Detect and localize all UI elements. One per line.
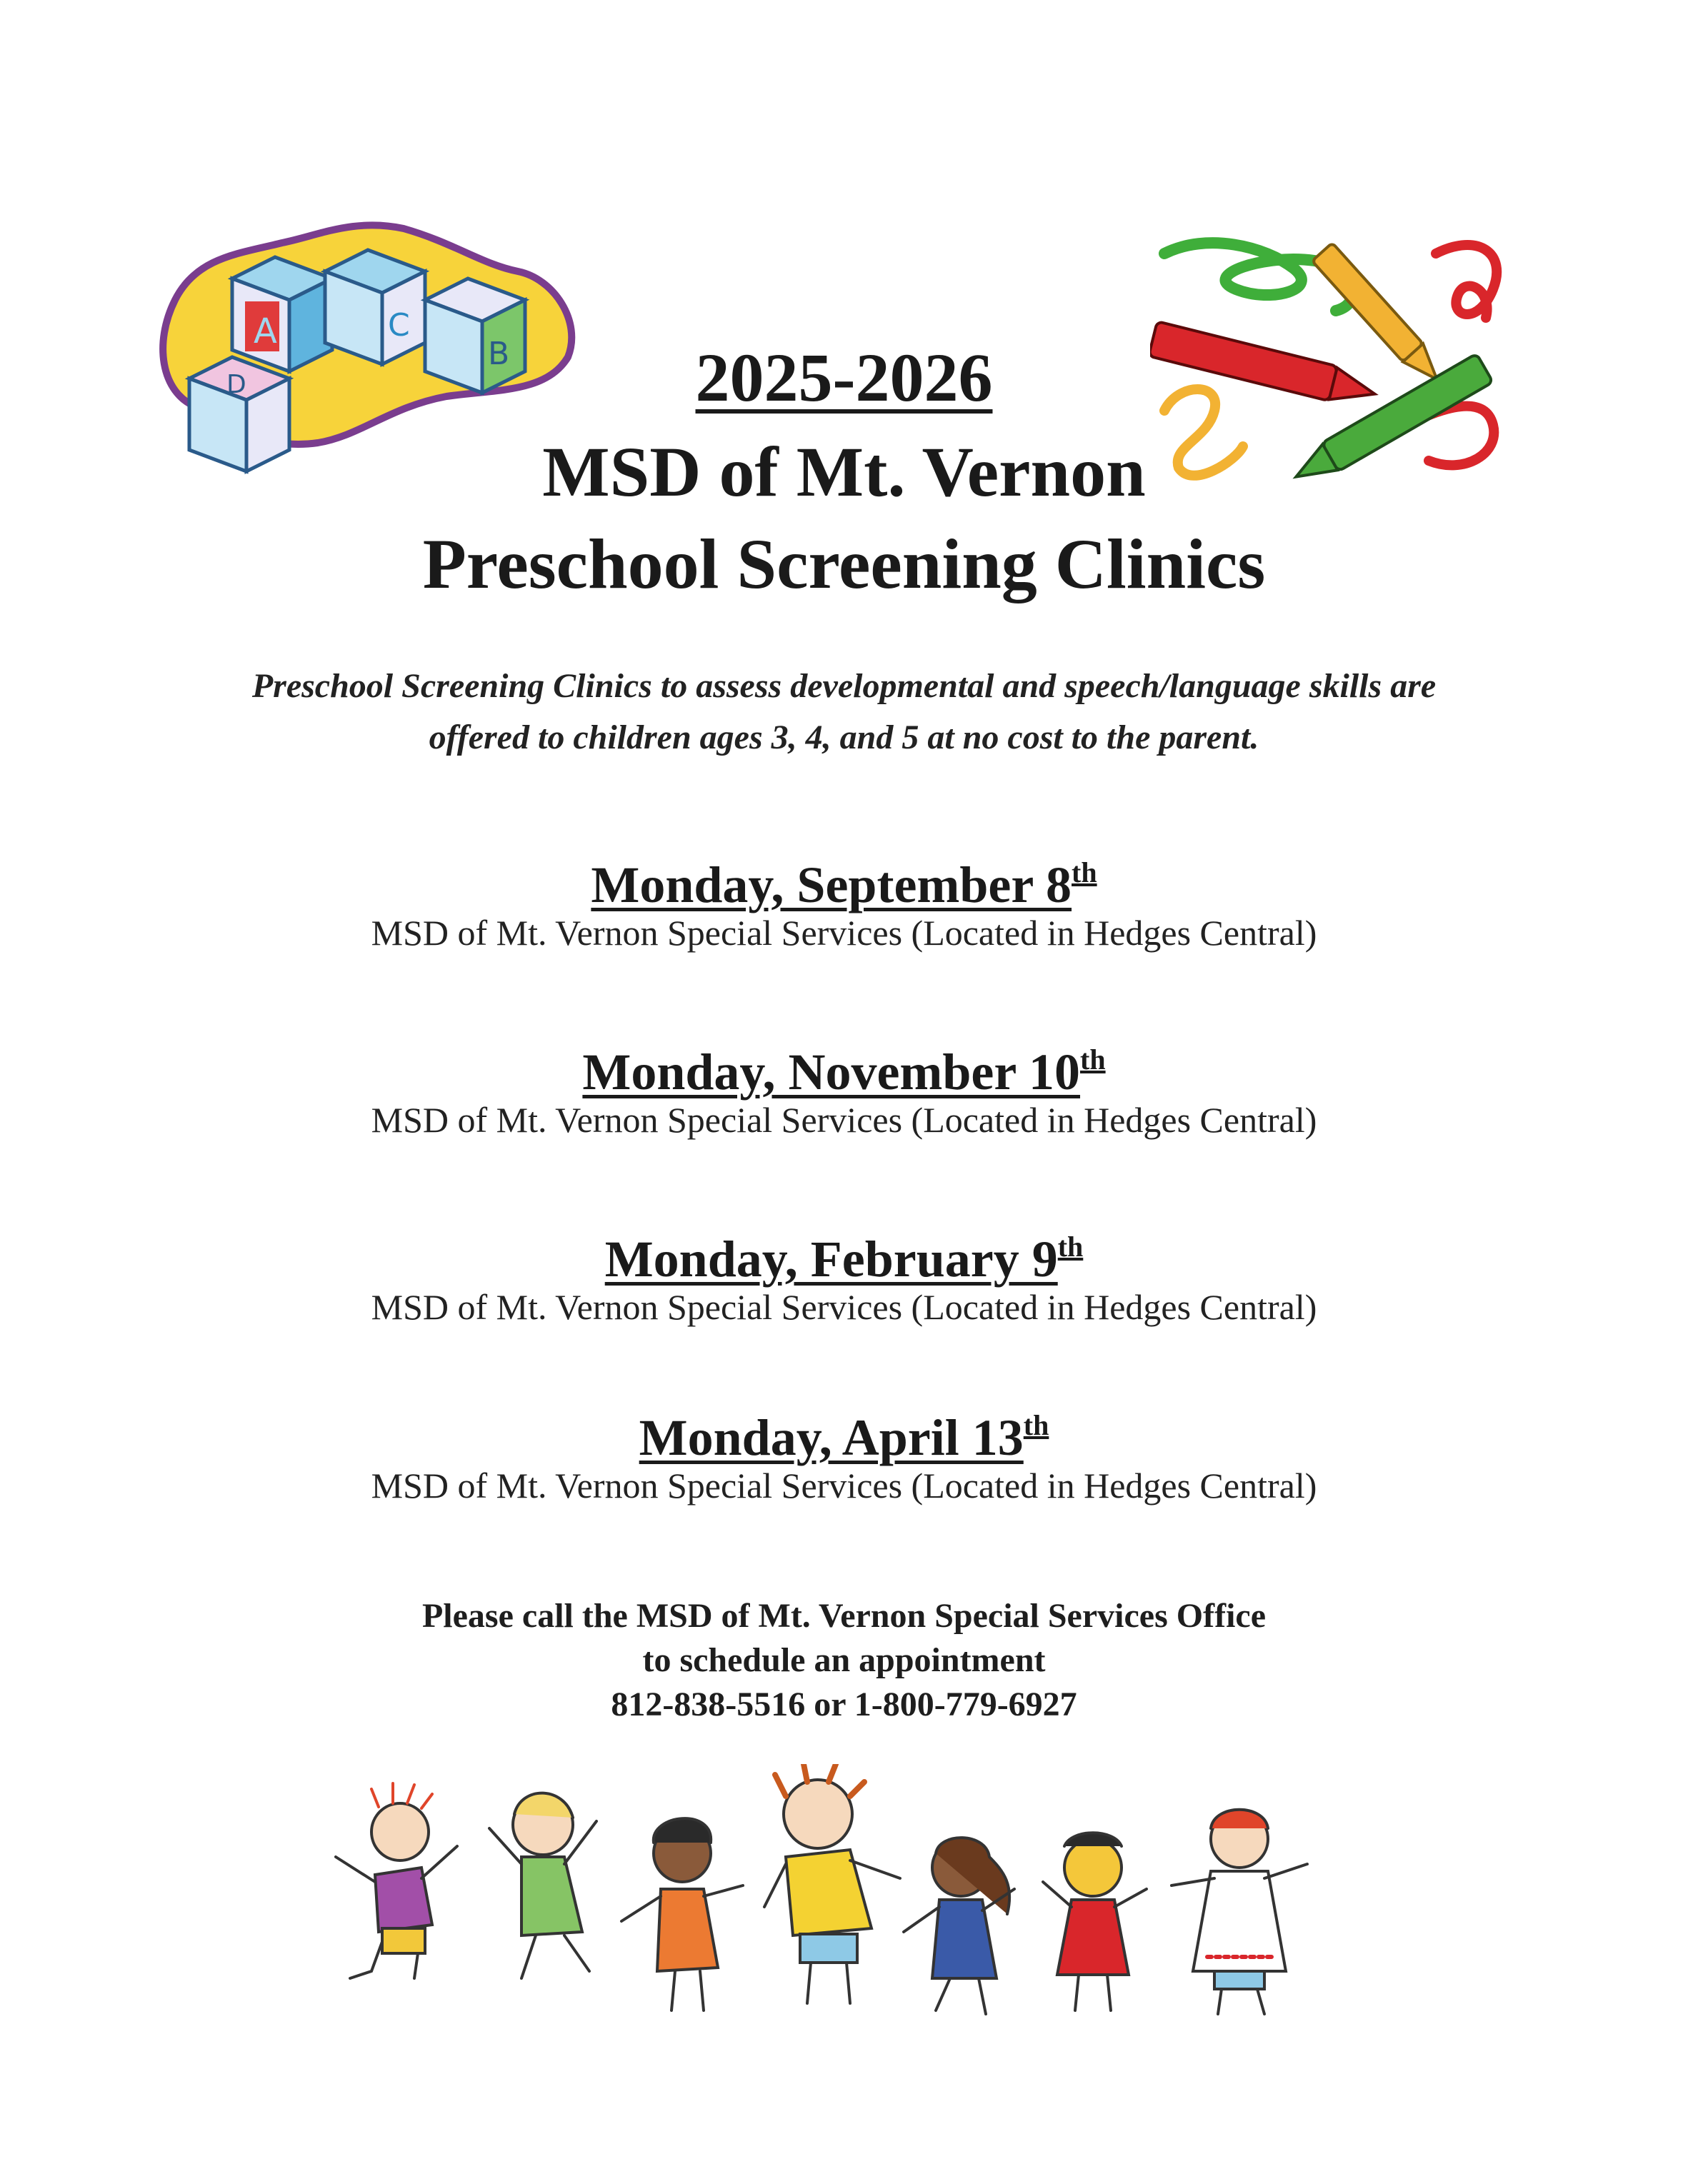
contact-line: Please call the MSD of Mt. Vernon Special Services Office — [421, 1597, 1267, 1635]
dancing-children-icon — [307, 1764, 1407, 2064]
intro-line: Preschool Screening Clinics to assess developmental and speech/language skills are — [251, 667, 1437, 705]
clinic-date: Monday, April 13th — [639, 1409, 1049, 1466]
block-letter: C — [388, 307, 410, 344]
clinic-entry — [0, 1410, 1688, 1506]
block-letter: D — [226, 370, 246, 399]
contact-line: to schedule an appointment — [642, 1641, 1046, 1679]
page-title: Preschool Screening Clinics — [422, 524, 1266, 603]
clinic-location: MSD of Mt. Vernon Special Services (Located in Hedges Central) — [371, 1287, 1317, 1328]
intro-line: offered to children ages 3, 4, and 5 at no cost to the parent. — [429, 718, 1259, 756]
clinic-date: Monday, November 10th — [582, 1043, 1106, 1101]
block-letter: B — [488, 336, 510, 372]
contact-info — [0, 1594, 1688, 1727]
clinic-entry — [0, 1231, 1688, 1327]
clinic-location: MSD of Mt. Vernon Special Services (Located in Hedges Central) — [371, 1466, 1317, 1506]
clinic-date: Monday, February 9th — [604, 1231, 1084, 1288]
block-letter: A — [254, 311, 277, 351]
phone-numbers: 812-838-5516 or 1-800-779-6927 — [611, 1685, 1077, 1723]
intro-text — [0, 661, 1688, 763]
clinic-location: MSD of Mt. Vernon Special Services (Located in Hedges Central) — [371, 1100, 1317, 1141]
clinic-entry — [0, 857, 1688, 953]
school-year: 2025-2026 — [695, 339, 993, 416]
clinic-entry — [0, 1044, 1688, 1140]
organization-name: MSD of Mt. Vernon — [542, 432, 1146, 511]
clinic-date: Monday, September 8th — [591, 856, 1097, 913]
clinic-location: MSD of Mt. Vernon Special Services (Located in Hedges Central) — [371, 913, 1317, 953]
